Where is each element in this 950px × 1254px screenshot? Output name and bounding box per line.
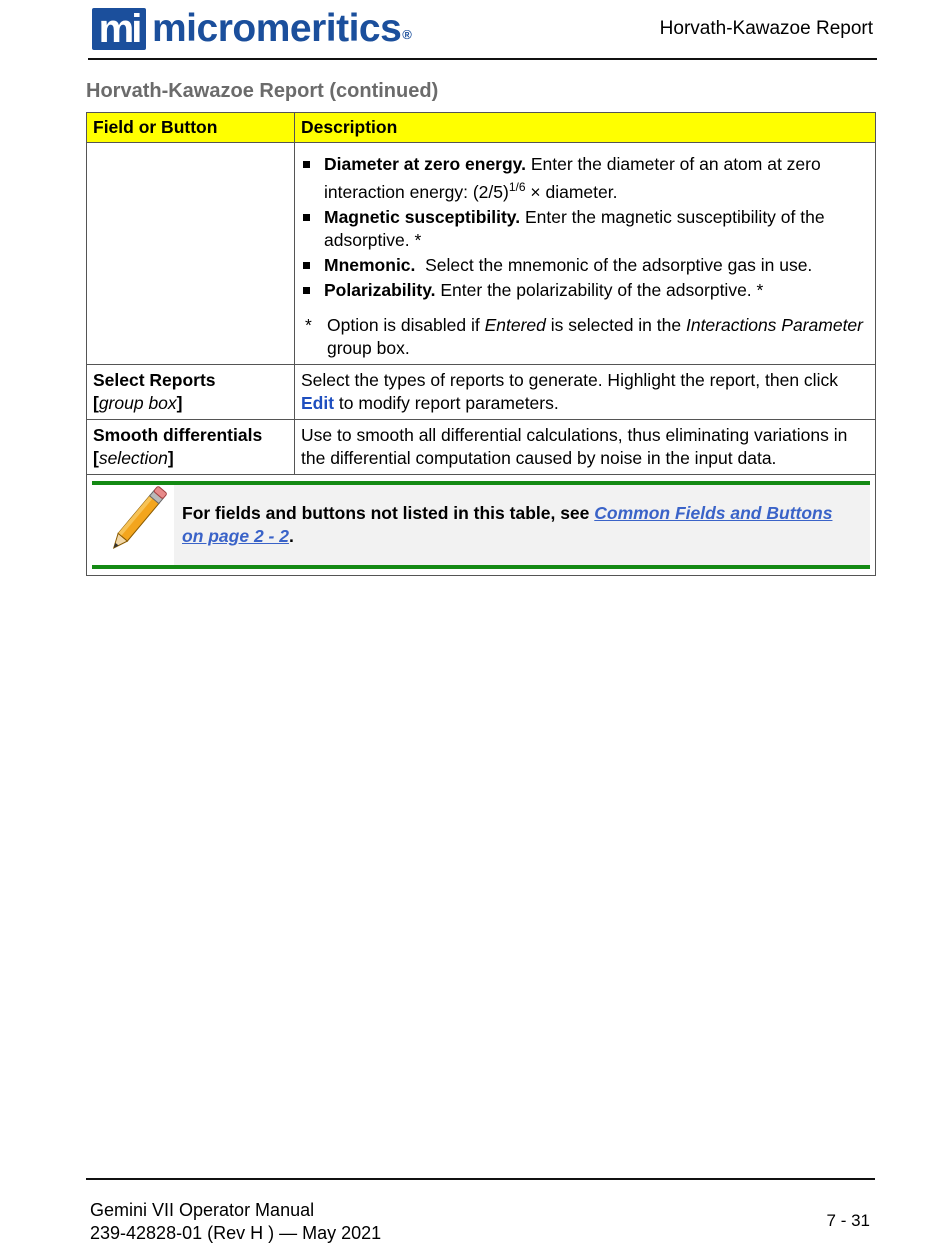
logo-mark: mi [92,8,146,50]
header-rule [88,58,877,60]
col-header-description: Description [295,113,876,143]
footnote: * Option is disabled if Entered is selected in the Interactions Parameter group box. [305,314,863,358]
note-box [92,481,870,569]
description-cell: Use to smooth all differential calculations, thus eliminating variations in the differential computation caused by noise in the input data. [295,419,876,474]
registered-mark: ® [402,27,412,42]
footer-part-number: 239-42828-01 (Rev H ) — May 2021 [90,1223,382,1243]
section-title: Horvath-Kawazoe Report (continued) [86,80,439,102]
field-description-table [86,112,876,576]
table-row [87,419,876,474]
option-list [301,153,869,302]
note-text: For fields and buttons not listed in this table, see Common Fields and Buttons on page 2 - 2. [174,485,870,565]
description-cell [295,143,876,365]
page-number: 7 - 31 [826,1211,870,1230]
list-item: Diameter at zero energy. Enter the diameter of an atom at zero interaction energy: $(2/5)^{1/6}$ × diameter. [301,153,869,204]
field-type: selection [98,447,168,468]
field-name-select-reports: Select Reports [93,369,216,390]
field-cell: Smooth differentials [selection] [87,419,295,474]
description-cell: Select the types of reports to generate. Highlight the report, then click Edit to modify report parameters. [295,364,876,419]
col-header-field: Field or Button [87,113,295,143]
running-header-title: Horvath-Kawazoe Report [659,18,873,39]
table-row [87,143,876,365]
table-row [87,364,876,419]
table-header-row [87,113,876,143]
footer-manual-title: Gemini VII Operator Manual [90,1200,315,1220]
list-item: Polarizability. Enter the polarizability of the adsorptive. * [301,279,869,302]
footer-manual-info [90,1199,381,1245]
field-name-smooth-differentials: Smooth differentials [93,424,263,445]
field-cell-empty [87,143,295,365]
micromeritics-logo [92,6,411,52]
footer-rule [86,1178,875,1180]
field-cell: Select Reports [group box] [87,364,295,419]
list-item: Magnetic susceptibility. Enter the magnetic susceptibility of the adsorptive. * [301,206,869,252]
note-row [87,474,876,575]
common-fields-link[interactable]: Common Fields and Buttons on page 2 - 2 [182,502,833,546]
pencil-icon [92,485,174,565]
list-item: Mnemonic. Select the mnemonic of the adsorptive gas in use. [301,254,869,277]
field-type: group box [98,392,177,413]
edit-button-reference: Edit [301,392,335,413]
logo-wordmark: micromeritics [152,7,402,50]
